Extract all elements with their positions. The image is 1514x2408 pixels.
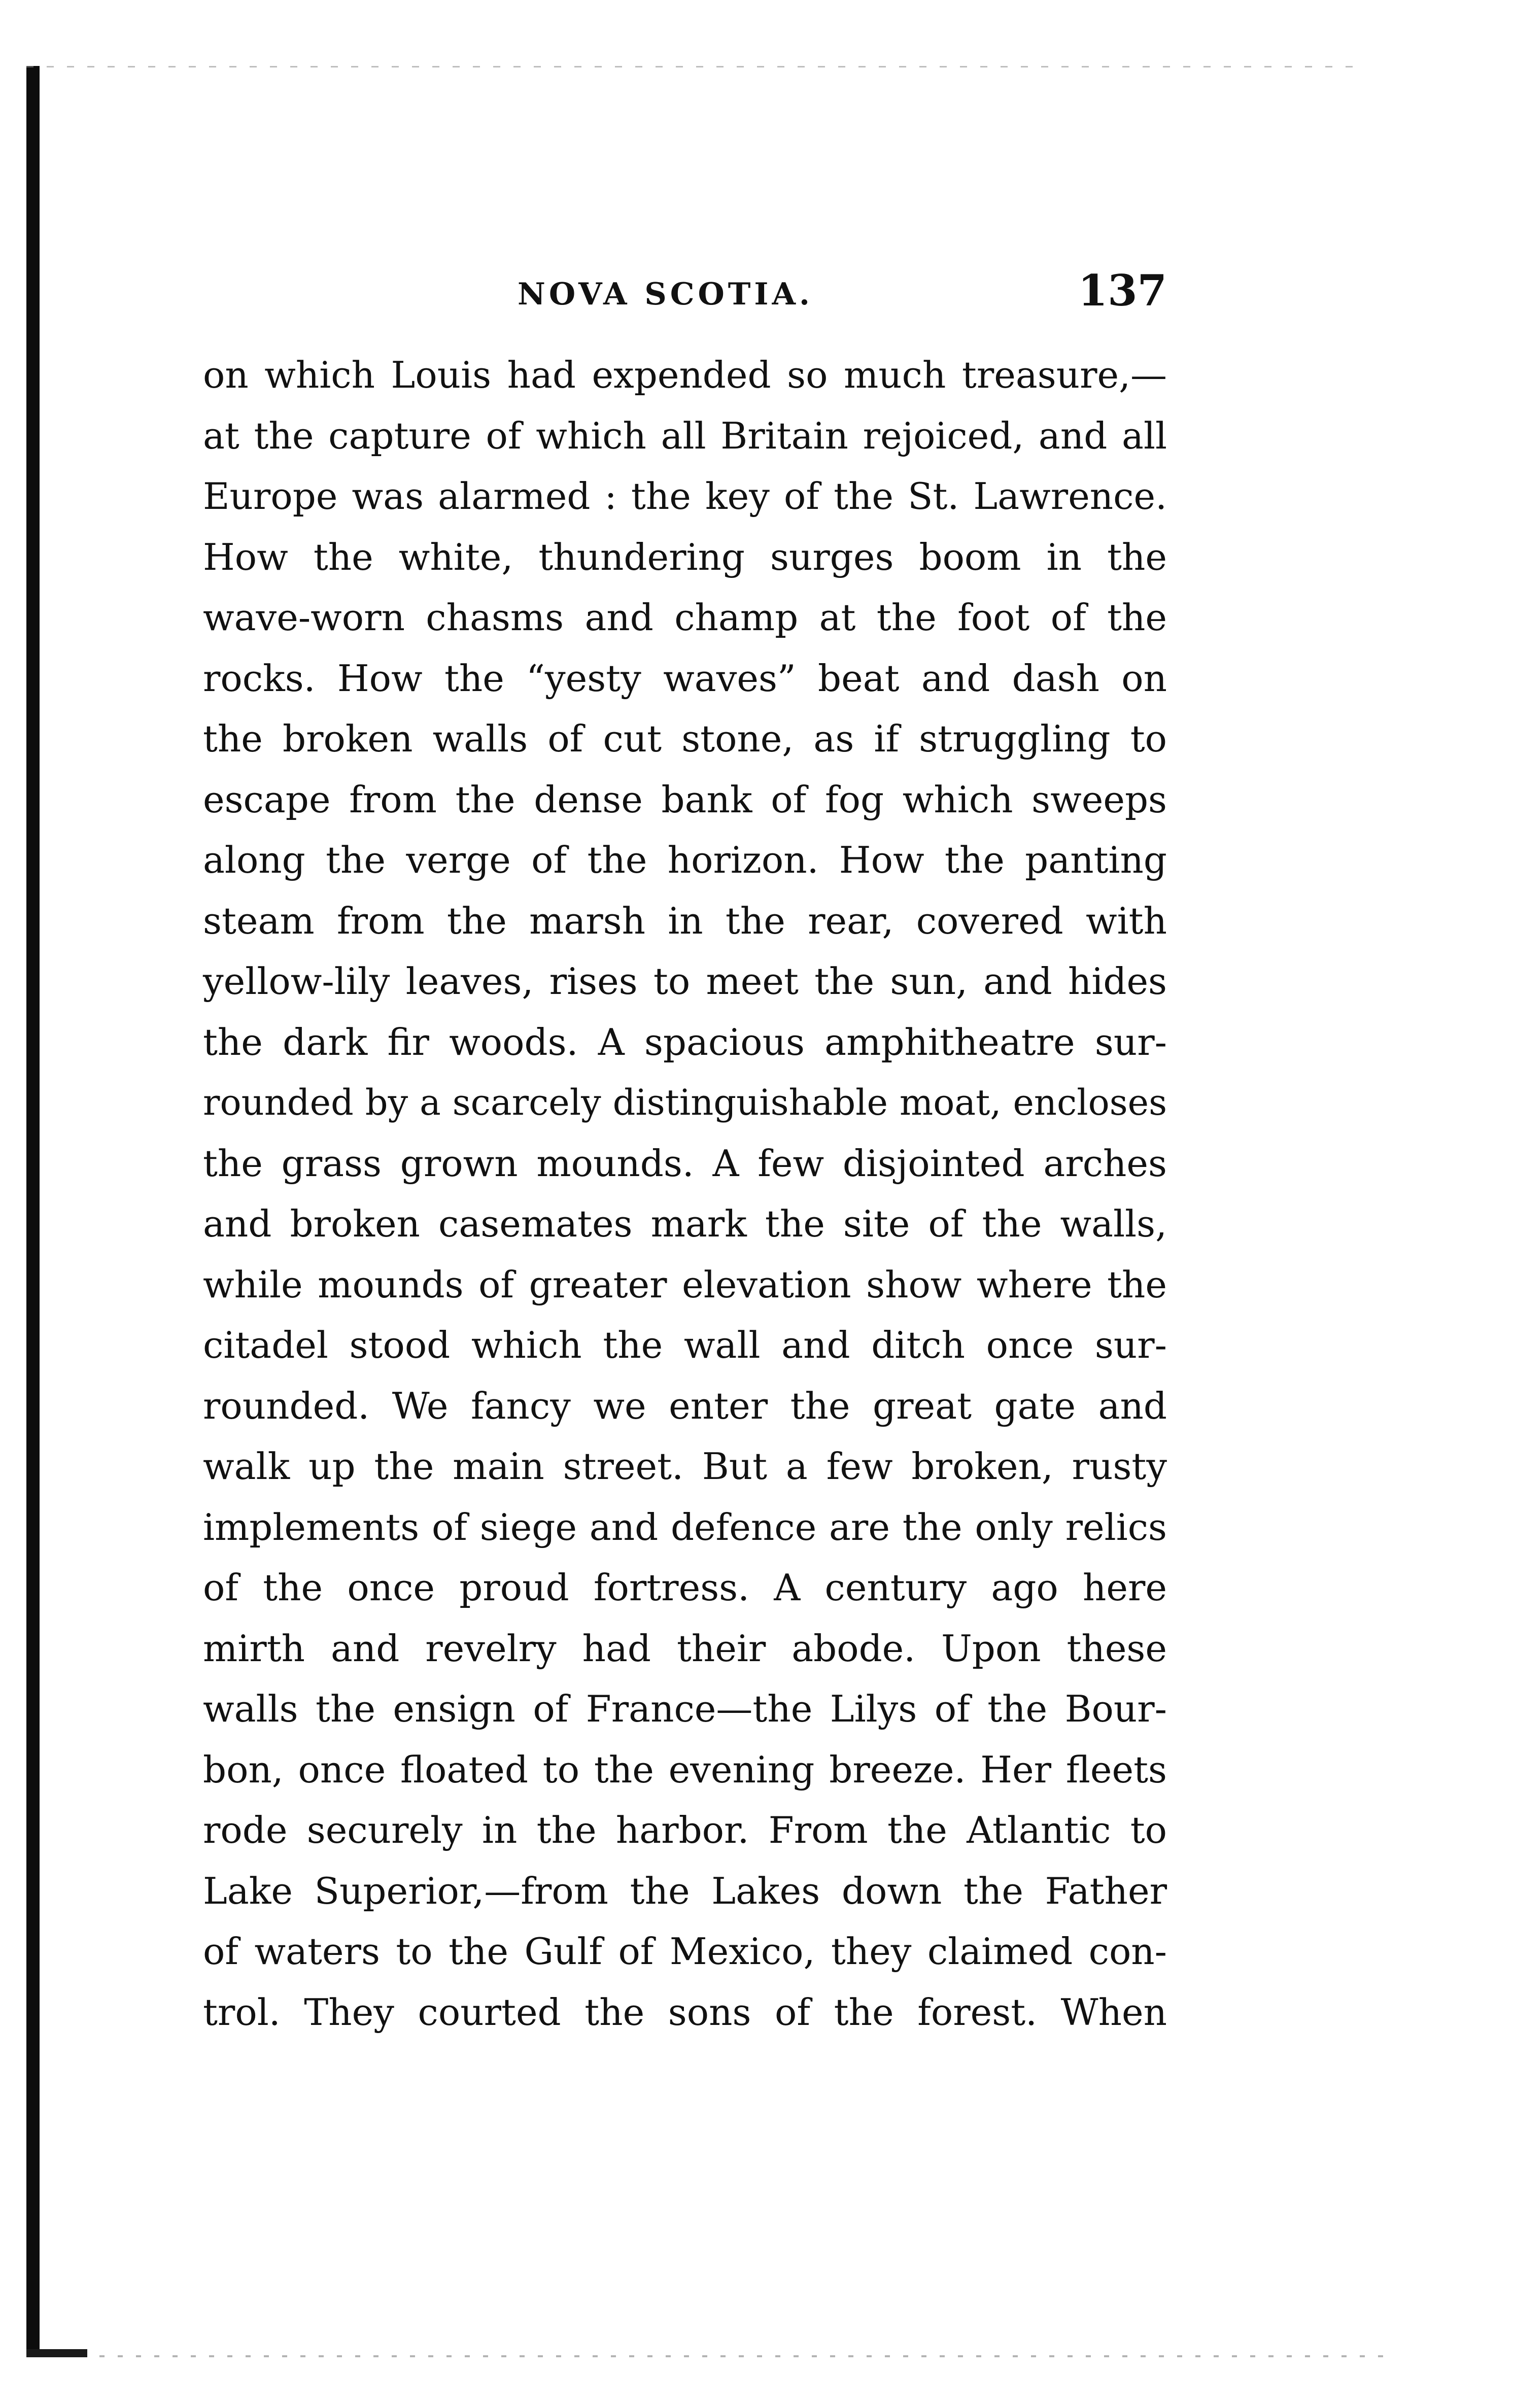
page-binding-edge [26, 66, 40, 2357]
text-line: rocks. How the “yesty waves” beat and dash on [203, 657, 1167, 700]
text-line: at the capture of which all Britain rejoiced, and all [203, 414, 1167, 457]
page-bottom-edge [26, 2355, 1386, 2357]
running-title: NOVA SCOTIA. [518, 277, 813, 312]
text-line: of the once proud fortress. A century ago here [203, 1566, 1167, 1609]
text-line: and broken casemates mark the site of the walls, [203, 1202, 1167, 1245]
text-line: escape from the dense bank of fog which sweeps [203, 778, 1167, 821]
text-line: Lake Superior,—from the Lakes down the Father [203, 1869, 1167, 1912]
page-binding-foot [26, 2349, 87, 2357]
text-line: rode securely in the harbor. From the Atlantic to [203, 1809, 1167, 1851]
text-line: implements of siege and defence are the only relics [203, 1505, 1167, 1549]
text-line: bon, once floated to the evening breeze. Her fleets [203, 1748, 1167, 1791]
page-number: 137 [1078, 265, 1167, 316]
text-line: the grass grown mounds. A few disjointed arches [203, 1142, 1167, 1185]
body-text [203, 345, 1167, 2043]
text-line: of waters to the Gulf of Mexico, they claimed con- [203, 1930, 1167, 1973]
text-line: trol. They courted the sons of the forest. When [203, 1990, 1167, 2034]
text-line: How the white, thundering surges boom in the [203, 535, 1167, 578]
text-line: rounded by a scarcely distinguishable moat, encloses [203, 1082, 1167, 1123]
text-line: while mounds of greater elevation show where the [203, 1263, 1167, 1306]
text-line: yellow-lily leaves, rises to meet the sun, and hides [203, 960, 1167, 1003]
text-line: the dark fir woods. A spacious amphitheatre sur- [203, 1020, 1167, 1063]
text-line: mirth and revelry had their abode. Upon these [203, 1627, 1167, 1670]
text-line: walls the ensign of France—the Lilys of the Bour- [203, 1688, 1167, 1730]
page-top-edge [26, 66, 1366, 67]
text-line: citadel stood which the wall and ditch once sur- [203, 1324, 1167, 1366]
text-line: wave-worn chasms and champ at the foot of the [203, 596, 1167, 639]
text-line: on which Louis had expended so much treasure,— [203, 354, 1167, 396]
text-line: along the verge of the horizon. How the panting [203, 839, 1167, 881]
running-head [203, 261, 1167, 316]
text-line: steam from the marsh in the rear, covered with [203, 899, 1167, 942]
text-line: rounded. We fancy we enter the great gate and [203, 1384, 1167, 1427]
text-line: walk up the main street. But a few broken, rusty [203, 1445, 1167, 1488]
text-line: Europe was alarmed : the key of the St. Lawrence. [203, 475, 1167, 518]
text-line: the broken walls of cut stone, as if struggling to [203, 717, 1167, 760]
